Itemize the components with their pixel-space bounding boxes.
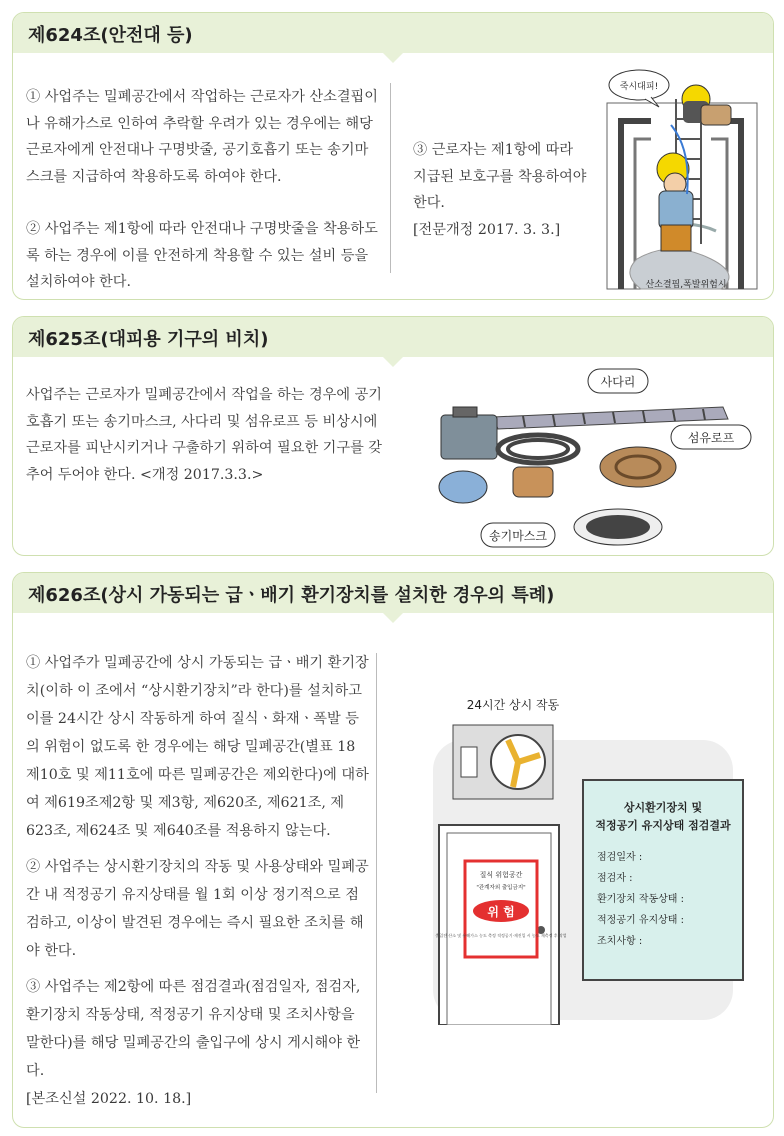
s625-paragraph-1: 사업주는 근로자가 밀폐공간에서 작업을 하는 경우에 공기호흡기 또는 송기마스크, 사다리 및 섬유로프 등 비상시에 근로자를 피난시키거나 구출하기 위하여 필요한 기구를 갖추어 두어야 한다. <개정 2017.3.3.> — [26, 387, 382, 483]
section-625-text — [26, 382, 383, 488]
s626-paragraph-3: ③ 사업주는 제2항에 따른 점검결과(점검일자, 점검자, 환기장치 작동상태, 적정공기 유지상태 및 조치사항을 말한다)를 해당 밀폐공간의 출입구에 상시 게시해야 한다. — [26, 979, 361, 1079]
section-624-right-text — [413, 137, 589, 243]
board-item: 적정공기 유지상태 : — [597, 915, 685, 926]
s626-paragraph-1: ① 사업주가 밀폐공간에 상시 가동되는 급ㆍ배기 환기장치(이하 이 조에서 “상시환기장치”라 한다)를 설치하고 이를 24시간 상시 작동하게 하여 질식ㆍ화재ㆍ폭발 등의 위험이 없도록 한 경우에는 해당 밀폐공간(별표 18 제10호 및 제11호에 따른 밀폐공간은 제외한다)에 대하여 제619조제2항 및 제3항, 제620조, 제621조, 제623조, 제624조 및 제640조를 적용하지 않는다. — [26, 655, 369, 839]
section-624 — [12, 12, 774, 300]
section-625 — [12, 316, 774, 556]
sign-subtitle: "관계자외 출입금지" — [476, 885, 526, 891]
sign-danger: 위 험 — [487, 905, 515, 919]
s624-paragraph-1: ① 사업주는 밀폐공간에서 작업하는 근로자가 산소결핍이나 유해가스로 인하여 추락할 우려가 있는 경우에는 해당 근로자에게 안전대나 구명밧줄, 공기호흡기 또는 송기마스크를 지급하여 착용하도록 하여야 한다. — [26, 89, 378, 185]
s624-paragraph-2: ② 사업주는 제1항에 따라 안전대나 구명밧줄을 착용하도록 하는 경우에 이를 안전하게 착용할 수 있는 설비 등을 설치하여야 한다. — [26, 221, 378, 290]
bubble-evacuate-text: 죽시대피! — [619, 82, 659, 92]
s626-paragraph-2: ② 사업주는 상시환기장치의 작동 및 사용상태와 밀폐공간 내 적정공기 유지상태를 월 1회 이상 정기적으로 점검하고, 이상이 발견된 경우에는 즉시 필요한 조치를 해야 한다. — [26, 859, 369, 959]
board-item: 환기장치 작동상태 : — [597, 894, 685, 905]
board-title-line2: 적정공기 유지상태 점검결과 — [595, 819, 731, 832]
board-item: 점검일자 : — [597, 852, 643, 863]
board-item: 점검자 : — [597, 873, 633, 884]
section-625-header — [13, 317, 773, 357]
label-rope: 섬유로프 — [687, 431, 735, 445]
section-625-title: 제625조(대피용 기구의 비치) — [28, 329, 269, 350]
section-626-title: 제626조(상시 가동되는 급ㆍ배기 환기장치를 설치한 경우의 특례) — [28, 585, 555, 606]
rescue-equipment-illustration — [423, 367, 763, 552]
section-626-header — [13, 573, 773, 613]
sign-small-text: 출입전 산소 및 유해가스 농도 측정 적정공기·재진입 시 농도 재측정 후 작업 — [435, 933, 567, 938]
section-624-divider — [390, 83, 391, 273]
section-626-text — [26, 649, 371, 1113]
board-title-line1: 상시환기장치 및 — [623, 801, 703, 814]
s624-paragraph-3: ③ 근로자는 제1항에 따라 지급된 보호구를 착용하여야 한다. — [413, 142, 587, 211]
s624-revision-note: [전문개정 2017. 3. 3.] — [413, 221, 561, 238]
rescue-ladder-illustration — [601, 59, 771, 291]
section-624-left-text — [26, 84, 380, 296]
section-624-header — [13, 13, 773, 53]
s626-revision-note: [본조신설 2022. 10. 18.] — [26, 1091, 192, 1107]
section-626-divider — [376, 653, 377, 1093]
sign-title: 질식 위험공간 — [479, 871, 523, 879]
section-624-title: 제624조(안전대 등) — [28, 25, 193, 46]
label-ladder: 사다리 — [600, 375, 636, 389]
ventilation-posting-illustration — [413, 685, 759, 1025]
board-item: 조치사항 : — [597, 936, 643, 947]
fan-operation-label: 24시간 상시 작동 — [466, 698, 560, 712]
label-mask: 송기마스크 — [489, 529, 547, 543]
section-626 — [12, 572, 774, 1128]
illustration-caption: 산소결핍,폭발위험시 — [645, 280, 727, 290]
